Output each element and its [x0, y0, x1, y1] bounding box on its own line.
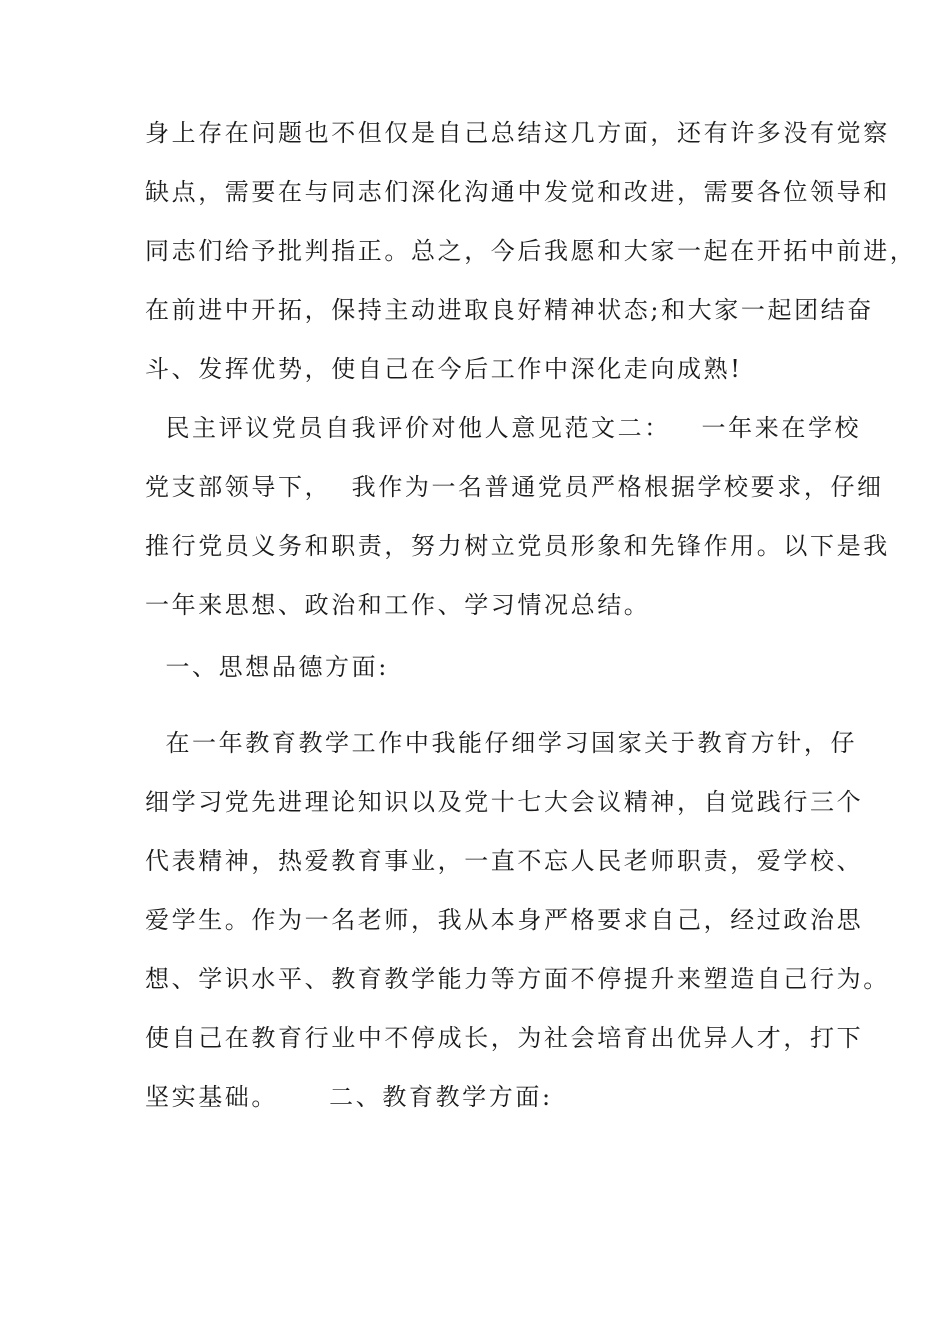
- text-line: 缺点，需要在与同志们深化沟通中发觉和改进，需要各位领导和: [145, 178, 890, 206]
- text-line: 坚实基础。 二、教育教学方面:: [145, 1083, 553, 1111]
- text-line: 爱学生。作为一名老师，我从本身严格要求自己，经过政治思: [145, 906, 864, 934]
- text-line: 一年来思想、政治和工作、学习情况总结。: [145, 591, 651, 619]
- text-line: 在前进中开拓，保持主动进取良好精神状态;和大家一起团结奋: [145, 296, 874, 324]
- text-line: 同志们给予批判指正。总之，今后我愿和大家一起在开拓中前进，: [145, 237, 917, 265]
- text-line: 推行党员义务和职责，努力树立党员形象和先锋作用。以下是我: [145, 532, 890, 560]
- text-line: 想、学识水平、教育教学能力等方面不停提升来塑造自己行为。: [145, 965, 890, 993]
- text-line: 党支部领导下， 我作为一名普通党员严格根据学校要求，仔细: [145, 473, 884, 501]
- text-line: 民主评议党员自我评价对他人意见范文二： 一年来在学校: [145, 414, 862, 442]
- text-line: 斗、发挥优势，使自己在今后工作中深化走向成熟!: [145, 355, 743, 383]
- text-line: 使自己在教育行业中不停成长，为社会培育出优异人才，打下: [145, 1024, 864, 1052]
- text-line: 身上存在问题也不但仅是自己总结这几方面，还有许多没有觉察: [145, 119, 890, 147]
- text-line: 细学习党先进理论知识以及党十七大会议精神，自觉践行三个: [145, 788, 864, 816]
- text-line: 代表精神，热爱教育事业，一直不忘人民老师职责，爱学校、: [145, 847, 864, 875]
- section-heading: 一、思想品德方面:: [145, 653, 389, 681]
- text-line: 在一年教育教学工作中我能仔细学习国家关于教育方针，仔: [145, 729, 858, 757]
